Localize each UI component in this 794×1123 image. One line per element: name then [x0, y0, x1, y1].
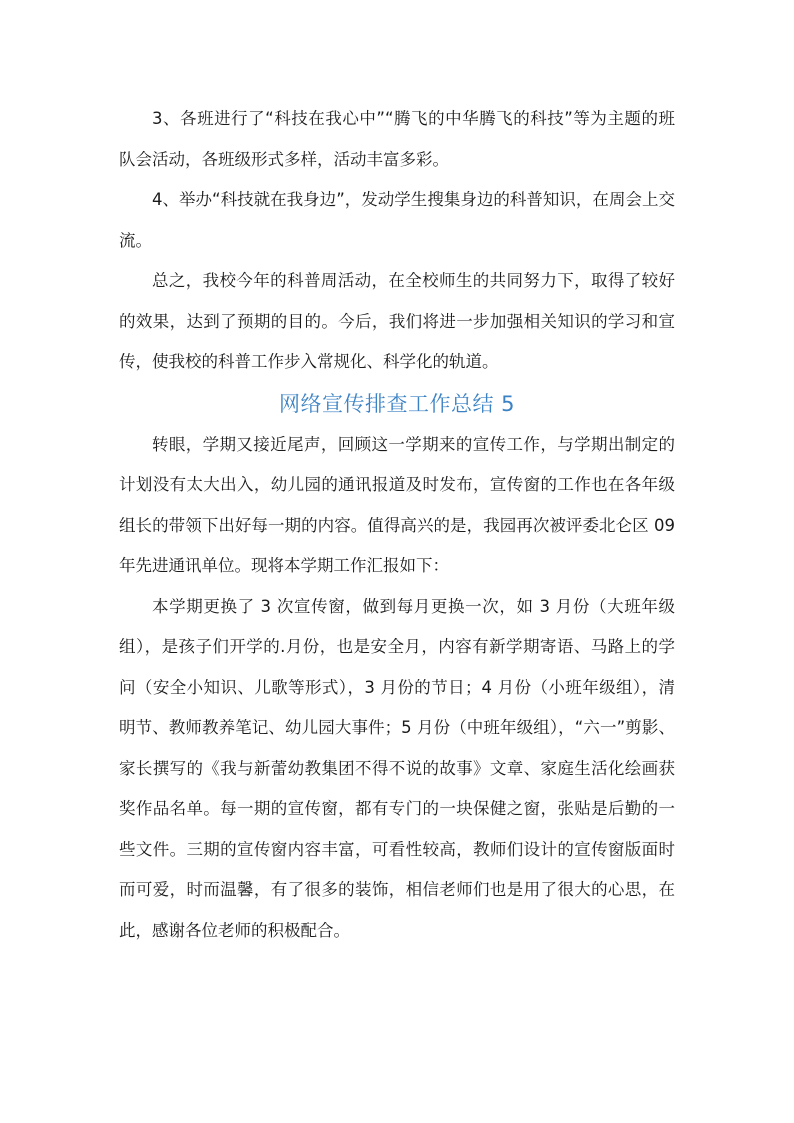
section-heading: 网络宣传排查工作总结 5 — [278, 391, 516, 416]
paragraph-publicity-window: 本学期更换了 3 次宣传窗，做到每月更换一次，如 3 月份（大班年级组），是孩子们开学的.月份，也是安全月，内容有新学期寄语、马路上的学问（安全小知识、儿歌等形式），3 月份的节日；4 月份（小班年级组），清明节、教师教养笔记、幼儿园大事件；5 月份（中班年级组），“六一”剪影、家长撰写的《我与新蕾幼教集团不得不说的故事》文章、家庭生活化绘画获奖作品名单。每一期的宣传窗，都有专门的一块保健之窗，张贴是后勤的一些文件。三期的宣传窗内容丰富，可看性较高，教师们设计的宣传窗版面时而可爱，时而温馨，有了很多的装饰，相信老师们也是用了很大的心思，在此，感谢各位老师的积极配合。 — [119, 596, 675, 940]
paragraph-conclusion: 总之，我校今年的科普周活动，在全校师生的共同努力下，取得了较好的效果，达到了预期的目的。今后，我们将进一步加强相关知识的学习和宣传，使我校的科普工作步入常规化、科学化的轨道。 — [119, 271, 675, 371]
paragraph-item-4: 4、举办“科技就在我身边”，发动学生搜集身边的科普知识，在周会上交流。 — [119, 190, 675, 250]
paragraph-intro: 转眼，学期又接近尾声，回顾这一学期来的宣传工作，与学期出制定的计划没有太大出入，幼儿园的通讯报道及时发布，宣传窗的工作也在各年级组长的带领下出好每一期的内容。值得高兴的是，我园再次被评委北仑区 09 年先进通讯单位。现将本学期工作汇报如下： — [119, 434, 675, 575]
document-body — [119, 99, 675, 951]
paragraph-item-3: 3、各班进行了“科技在我心中”“腾飞的中华腾飞的科技”等为主题的班队会活动，各班级形式多样，活动丰富多彩。 — [119, 109, 675, 169]
